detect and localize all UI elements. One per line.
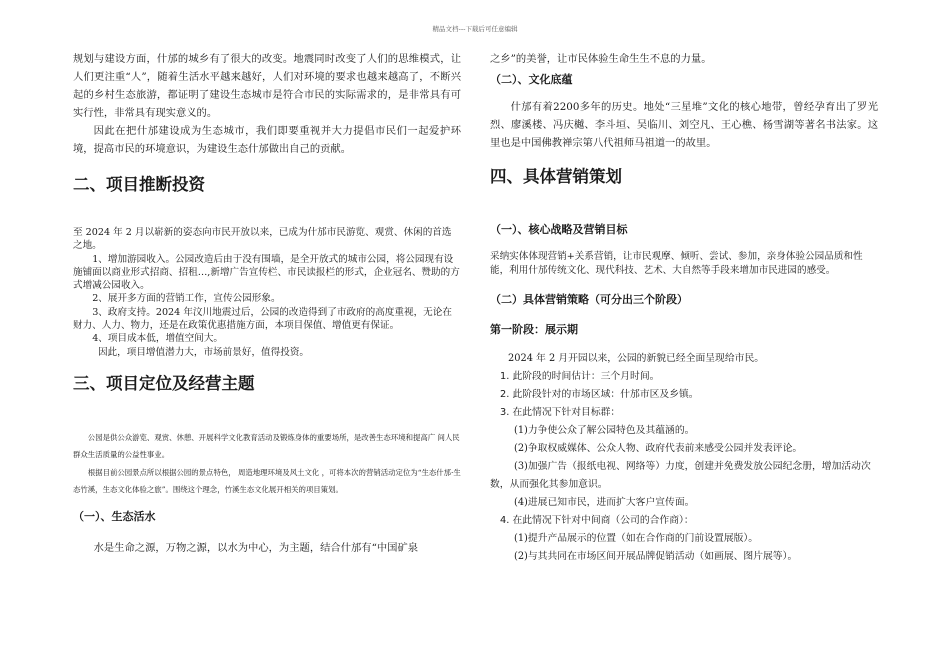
phase1-item-1: 1. 此阶段的时间估计：三个月时间。 <box>500 371 660 382</box>
section2-item-4: 4、项目成本低，增值空间大。 <box>92 333 224 345</box>
phase1-sub3-2: (2)争取权威媒体、公众人物、政府代表前来感受公园并发表评论。 <box>514 443 803 454</box>
section3-body <box>73 429 461 499</box>
phase1-para: 2024 年 2 月开园以来，公园的新貌已经全面呈现给市民。 <box>508 353 765 364</box>
phase1-sub3-3: (3)加强广告（报纸电视、网络等）力度，创建并免费发放公园纪念册，增加活动次数，从而强化其参加意识。 <box>490 461 871 490</box>
continued-paragraph: 之乡”的美誉，让市民体验生命生生不息的力量。 <box>490 53 712 65</box>
section2-conclusion: 因此，项目增值潜力大，市场前景好，值得投资。 <box>97 346 310 358</box>
phase1-item-4: 4. 在此情况下针对中间商（公司的合作商）： <box>500 515 694 526</box>
phase1-body <box>490 350 878 566</box>
left-column <box>73 50 461 557</box>
section3-para-2: 根据目前公园景点所以根据公园的景点特色， 周造地理环境及风土文化 ，可将本次的营销活动定位为“生态什邡·生态竹溪，生态文化体验之旅”。围绕这个理念，竹溪生态文化展开相关的项目策划。 <box>73 467 461 495</box>
section2-item-1: 1、增加游园收入。公园改造后由于没有围墙，是全开放式的城市公园，将公园现有设施铺面以商业形式招商、招租…,新增广告宣传栏、市民读报栏的形式，企业冠名、赞助的方式增减公园收入。 <box>73 253 460 292</box>
phase1-sub3-4: (4)进展已知市民，进而扩大客户宣传面。 <box>514 497 695 508</box>
phase1-sub3-1: (1)力争使公众了解公园特色及其蕴涵的。 <box>514 425 695 436</box>
phase1-title: 第一阶段：展示期 <box>490 323 578 336</box>
sub2-title: （二）、文化底蕴 <box>490 73 573 86</box>
intro-paragraph-2: 因此在把什邡建设成为生态城市，我们即要重视并大力提倡市民们一起爱护环境，提高市民的环境意识，为建设生态什邡做出自己的贡献。 <box>73 125 461 155</box>
intro-paragraph: 规划与建设方面，什邡的城乡有了很大的改变。地震同时改变了人们的思维模式，让人们更注重“人”，随着生活水平越来越好，人们对环境的要求也越来越高了，不断兴起的乡村生态旅游，都证明了建设生态城市是符合市民的实际需求的，是非常具有可实行性，非常具有现实意义的。 <box>73 53 461 119</box>
right-column <box>490 50 878 566</box>
sub1-title: （一）、生态活水 <box>73 509 156 523</box>
strategy-title: （二）具体营销策略（可分出三个阶段） <box>490 293 688 306</box>
section2-title: 二、项目推断投资 <box>73 175 205 194</box>
section2-body <box>73 226 461 359</box>
core-strategy-title: （一）、核心战略及营销目标 <box>490 223 628 236</box>
header-note: 精品文档---下载后可任意编辑 <box>432 25 518 33</box>
section2-item-2: 2、展开多方面的营销工作，宣传公园形象。 <box>92 293 281 305</box>
section2-item-3: 3、政府支持。2024 年汶川地震过后，公园的改造得到了市政府的高度重视，无论在财力、人力、物力，还是在政策优惠措施方面，本项目保值、增值更有保证。 <box>73 306 452 332</box>
section3-para-1: 公园是供公众游览、观赏、休憩、开展科学文化教育活动及锻炼身体的重要场所，是改善生态环境和提高广 间人民群众生活质量的公益性事业。 <box>73 432 460 460</box>
phase1-item-2: 2. 此阶段针对的市场区域：什邡市区及乡镇。 <box>500 389 699 400</box>
section3-title: 三、项目定位及经营主题 <box>73 373 255 393</box>
core-strategy-para: 采纳实体体现营销+关系营销，让市民观摩、倾听、尝试、参加，亲身体验公园品质和性能，利用什邡传统文化、现代科技、艺术、大自然等手段来增加市民进园的感受。 <box>490 251 863 276</box>
sub2-para: 什邡有着2200多年的历史。地处“三星堆”文化的核心地带，曾经孕育出了罗光烈、廖溪楼、冯庆樾、李斗垣、吴临川、刘空凡、王心樵、杨雪湖等著名书法家。这里也是中国佛教禅宗第八代祖师马祖道一的故里。 <box>490 101 878 149</box>
phase1-item-3: 3. 在此情况下针对目标群： <box>500 407 621 418</box>
phase1-sub4-2: (2)与其共同在市场区间开展品牌促销活动（如画展、图片展等）。 <box>514 551 798 562</box>
section2-para: 至 2024 年 2 月以崭新的姿态向市民开放以来，已成为什邡市民游览、观赏、休闲的首选之地。 <box>73 227 452 252</box>
section4-title: 四、具体营销策划 <box>490 167 622 186</box>
sub1-para: 水是生命之源，万物之源，以水为中心，为主题，结合什邡有“中国矿泉 <box>93 541 419 554</box>
phase1-sub4-1: (1)提升产品展示的位置（如在合作商的门前设置展版）。 <box>514 533 759 544</box>
